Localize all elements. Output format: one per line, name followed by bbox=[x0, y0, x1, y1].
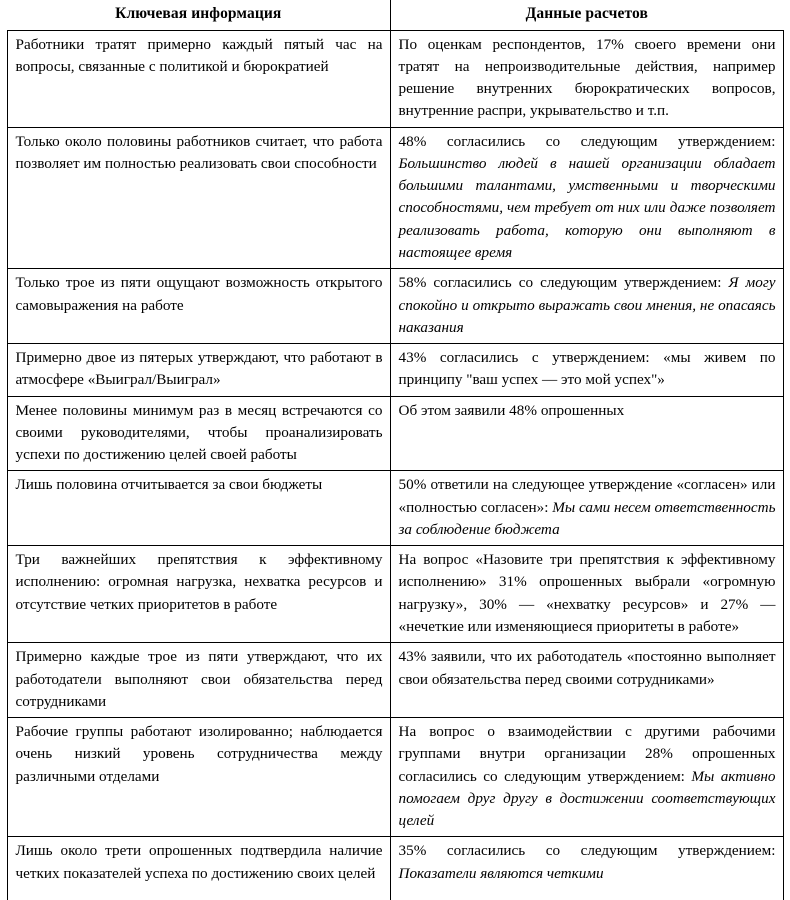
cell-data-text bbox=[399, 721, 776, 832]
cell-key-text: Только трое из пяти ощущают возможность открытого самовыражения на работе bbox=[15, 274, 383, 314]
cell-data-text bbox=[399, 131, 776, 265]
table-header bbox=[7, 0, 783, 30]
cell-key-information bbox=[7, 269, 390, 344]
table-row bbox=[7, 269, 783, 344]
cell-key-information bbox=[7, 546, 390, 643]
table-row bbox=[7, 643, 783, 718]
cell-data-quote-italic: Мы активно помогаем друг другу в достижении соответствующих целей bbox=[398, 767, 776, 830]
cell-key-information bbox=[7, 30, 390, 127]
cell-data-plain: 43% согласились с утверждением: «мы живем по принципу "ваш успех — это мой успех"» bbox=[398, 349, 776, 389]
cell-key-text: Примерно двое из пятерых утверждают, что работают в атмосфере «Выиграл/Выиграл» bbox=[15, 349, 383, 389]
table-header-row bbox=[7, 0, 783, 30]
cell-key-text: Только около половины работников считает, что работа позволяет им полностью реализовать свои способности bbox=[15, 132, 383, 172]
cell-calculation-data bbox=[390, 471, 783, 546]
cell-data-quote-italic: Показатели являются четкими bbox=[398, 864, 604, 882]
cell-key-text: Лишь около трети опрошенных подтвердила наличие четких показателей успеха по достижению своих целей bbox=[15, 842, 383, 882]
cell-key-text: Рабочие группы работают изолированно; наблюдается очень низкий уровень сотрудничества между различными отделами bbox=[15, 723, 383, 785]
cell-calculation-data bbox=[390, 344, 783, 397]
cell-calculation-data bbox=[390, 269, 783, 344]
cell-key-information bbox=[7, 718, 390, 837]
cell-calculation-data bbox=[390, 127, 783, 269]
cell-key-information bbox=[7, 837, 390, 900]
cell-data-text bbox=[399, 549, 776, 638]
cell-data-plain: 35% согласились со следующим утверждением: bbox=[398, 842, 776, 860]
cell-data-text bbox=[399, 272, 776, 339]
cell-data-text bbox=[399, 34, 776, 123]
table-row bbox=[7, 396, 783, 471]
cell-calculation-data bbox=[390, 718, 783, 837]
cell-data-quote-italic: Большинство людей в нашей организации обладает большими талантами, умственными и творческими способностями, чем требует от них или даже позволяет реализовать работа, которую они выполняют в настоящее время bbox=[398, 154, 776, 261]
cell-key-text: Менее половины минимум раз в месяц встречаются со своими руководителями, чтобы проанализировать успехи по достижению целей своей работы bbox=[15, 401, 383, 464]
cell-calculation-data bbox=[390, 837, 783, 900]
cell-calculation-data bbox=[390, 396, 783, 471]
table-row bbox=[7, 127, 783, 269]
cell-data-text bbox=[399, 347, 776, 392]
cell-key-information bbox=[7, 643, 390, 718]
cell-key-text: Примерно каждые трое из пяти утверждают, что их работодатели выполняют свои обязательства перед сотрудниками bbox=[15, 648, 383, 710]
cell-key-information bbox=[7, 127, 390, 269]
cell-data-plain: 58% согласились со следующим утверждением: bbox=[398, 274, 729, 292]
column-header-calculation-data: Данные расчетов bbox=[390, 0, 783, 30]
cell-key-information bbox=[7, 344, 390, 397]
cell-key-text: Работники тратят примерно каждый пятый час на вопросы, связанные с политикой и бюрократией bbox=[15, 35, 383, 75]
cell-data-quote-italic: Я могу спокойно и открыто выражать свои мнения, не опасаясь наказания bbox=[398, 274, 776, 336]
cell-data-text bbox=[399, 646, 776, 691]
column-header-key-information: Ключевая информация bbox=[7, 0, 390, 30]
cell-key-information bbox=[7, 471, 390, 546]
cell-data-text bbox=[399, 474, 776, 541]
key-information-table bbox=[7, 0, 784, 900]
cell-key-text: Три важнейших препятствия к эффективному исполнению: огромная нагрузка, нехватка ресурсов и отсутствие четких приоритетов в работе bbox=[15, 551, 383, 613]
table-row bbox=[7, 30, 783, 127]
table-row bbox=[7, 546, 783, 643]
cell-data-text bbox=[399, 840, 776, 885]
cell-data-plain: По оценкам респондентов, 17% своего времени они тратят на непроизводительные действия, например решение внутренних бюрократических вопросов, внутренние распри, укрывательство и т.п. bbox=[398, 35, 776, 120]
table-row bbox=[7, 718, 783, 837]
cell-data-plain: На вопрос «Назовите три препятствия к эффективному исполнению» 31% опрошенных выбрали «огромную нагрузку», 30% — «нехватку ресурсов» и 27% — «нечеткие или изменяющиеся приоритеты в работе» bbox=[398, 551, 776, 635]
cell-calculation-data bbox=[390, 643, 783, 718]
table-row bbox=[7, 837, 783, 900]
cell-data-text bbox=[399, 400, 776, 422]
cell-data-quote-italic: Мы сами несем ответственность за соблюдение бюджета bbox=[398, 498, 776, 538]
cell-key-information bbox=[7, 396, 390, 471]
cell-calculation-data bbox=[390, 546, 783, 643]
cell-calculation-data bbox=[390, 30, 783, 127]
table-body bbox=[7, 30, 783, 900]
table-row bbox=[7, 471, 783, 546]
cell-key-text: Лишь половина отчитывается за свои бюджеты bbox=[15, 476, 323, 494]
cell-data-plain: 48% согласились со следующим утверждением: bbox=[398, 132, 776, 150]
cell-data-plain: На вопрос о взаимодействии с другими рабочими группами внутри организации 28% опрошенных согласились со следующим утверждением: bbox=[398, 723, 776, 785]
cell-data-plain: Об этом заявили 48% опрошенных bbox=[398, 401, 625, 419]
cell-data-plain: 43% заявили, что их работодатель «постоянно выполняет свои обязательства перед своими сотрудниками» bbox=[398, 648, 776, 688]
table-row bbox=[7, 344, 783, 397]
cell-data-plain: 50% ответили на следующее утверждение «согласен» или «полностью согласен»: bbox=[398, 476, 776, 516]
